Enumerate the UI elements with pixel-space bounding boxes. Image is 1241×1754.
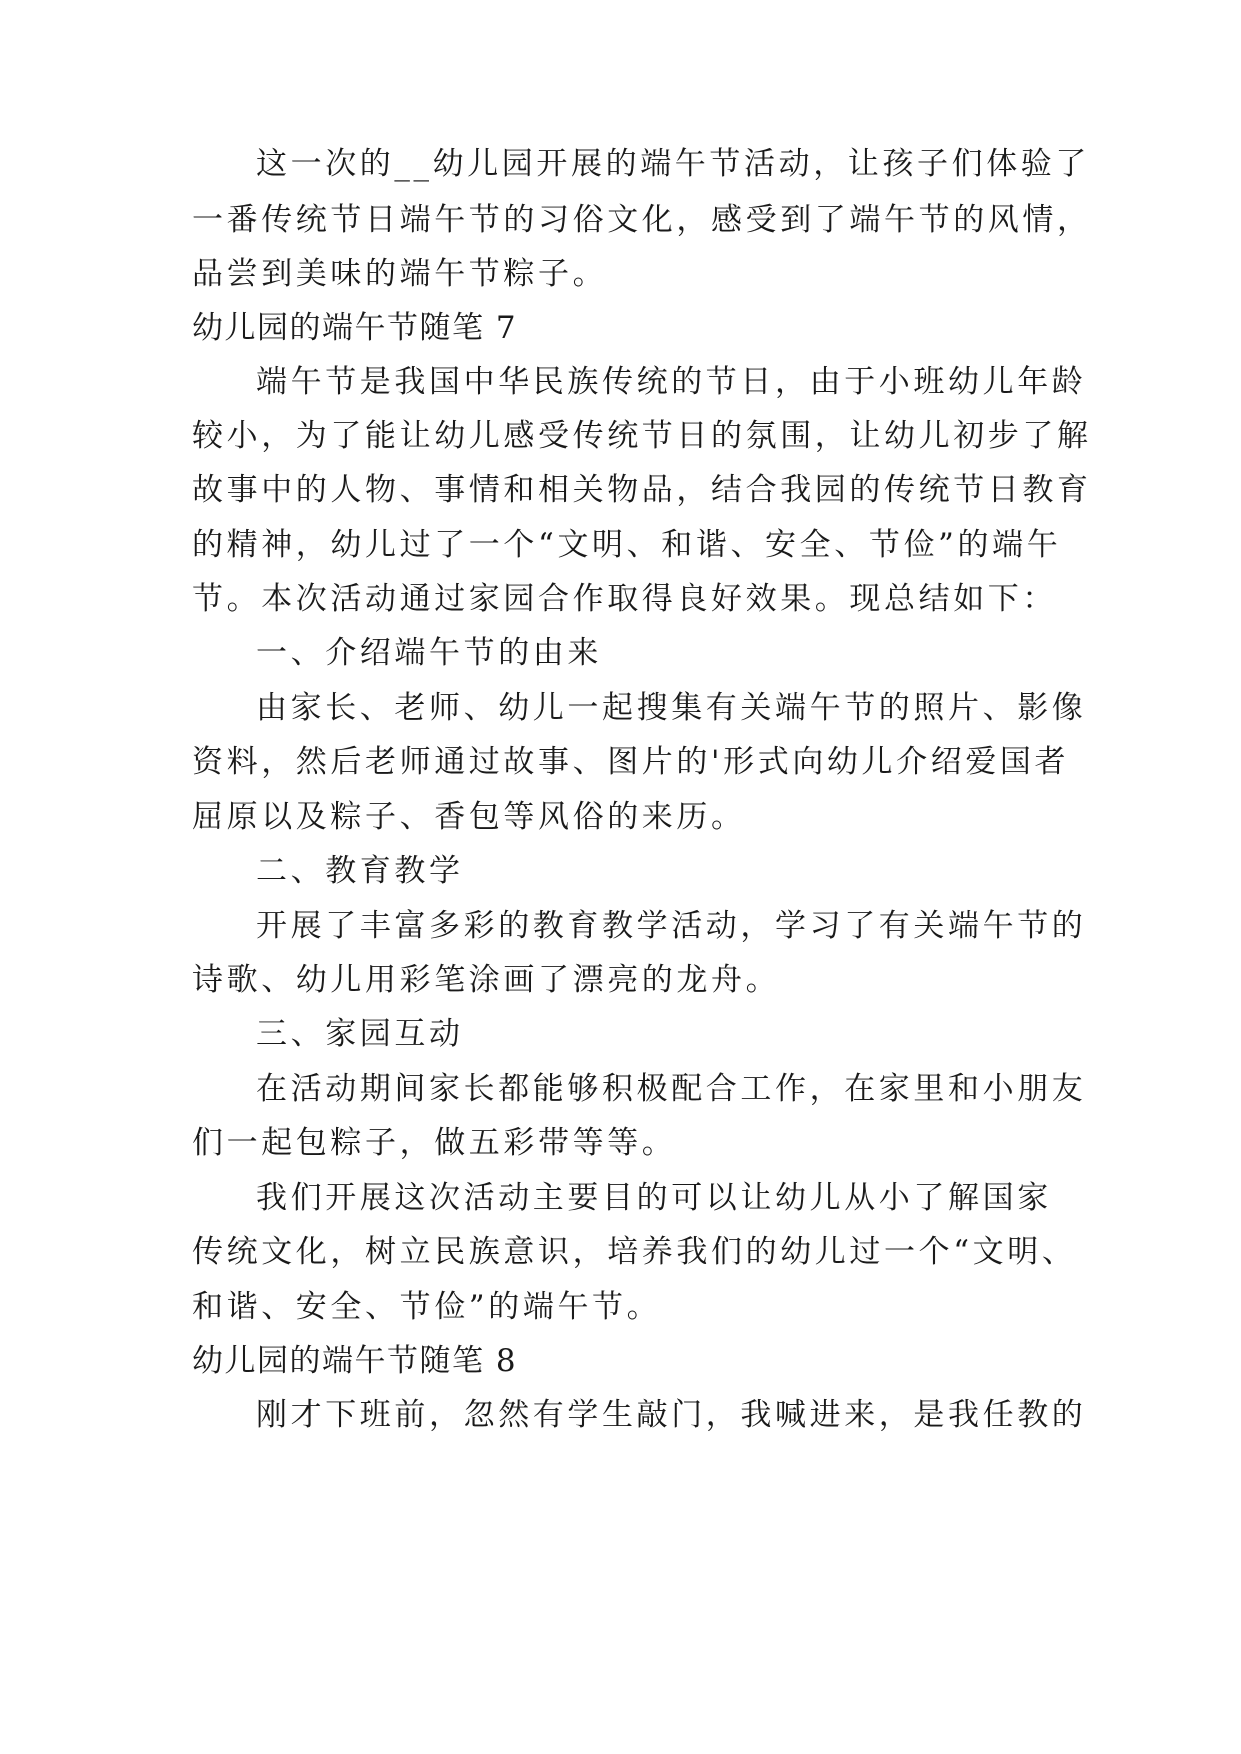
paragraph-line: 传统文化，树立民族意识，培养我们的幼儿过一个“文明、 — [192, 1234, 1077, 1270]
paragraph-line: 一番传统节日端午节的习俗文化，感受到了端午节的风情， — [192, 202, 1092, 238]
subsection-title: 三、家园互动 — [256, 1016, 464, 1052]
section-heading: 幼儿园的端午节随笔 8 — [192, 1343, 518, 1379]
paragraph-line: 诗歌、幼儿用彩笔涂画了漂亮的龙舟。 — [192, 962, 781, 998]
paragraph-line: 和谐、安全、节俭”的端午节。 — [192, 1289, 662, 1325]
paragraph-line: 的精神，幼儿过了一个“文明、和谐、安全、节俭”的端午 — [192, 527, 1062, 563]
paragraph-line: 我们开展这次活动主要目的可以让幼儿从小了解国家 — [256, 1180, 1052, 1216]
subsection-title: 一、介绍端午节的由来 — [256, 635, 602, 671]
paragraph-line: 端午节是我国中华民族传统的节日，由于小班幼儿年龄 — [256, 364, 1087, 400]
paragraph-line: 节。本次活动通过家园合作取得良好效果。现总结如下： — [192, 581, 1057, 617]
paragraph-line: 刚才下班前，忽然有学生敲门，我喊进来，是我任教的 — [256, 1397, 1087, 1433]
paragraph-line: 品尝到美味的端午节粽子。 — [192, 256, 608, 292]
subsection-title: 二、教育教学 — [256, 853, 464, 889]
paragraph-line: 资料，然后老师通过故事、图片的'形式向幼儿介绍爱国者 — [192, 744, 1070, 780]
paragraph-line: 在活动期间家长都能够积极配合工作，在家里和小朋友 — [256, 1071, 1087, 1107]
paragraph-line: 故事中的人物、事情和相关物品，结合我园的传统节日教育 — [192, 472, 1092, 508]
paragraph-line: 这一次的__幼儿园开展的端午节活动，让孩子们体验了 — [256, 146, 1090, 182]
section-heading: 幼儿园的端午节随笔 7 — [192, 310, 518, 346]
paragraph-line: 开展了丰富多彩的教育教学活动，学习了有关端午节的 — [256, 908, 1087, 944]
paragraph-line: 屈原以及粽子、香包等风俗的来历。 — [192, 799, 746, 835]
paragraph-line: 较小，为了能让幼儿感受传统节日的氛围，让幼儿初步了解 — [192, 418, 1092, 454]
paragraph-line: 由家长、老师、幼儿一起搜集有关端午节的照片、影像 — [256, 690, 1087, 726]
paragraph-line: 们一起包粽子，做五彩带等等。 — [192, 1125, 677, 1161]
